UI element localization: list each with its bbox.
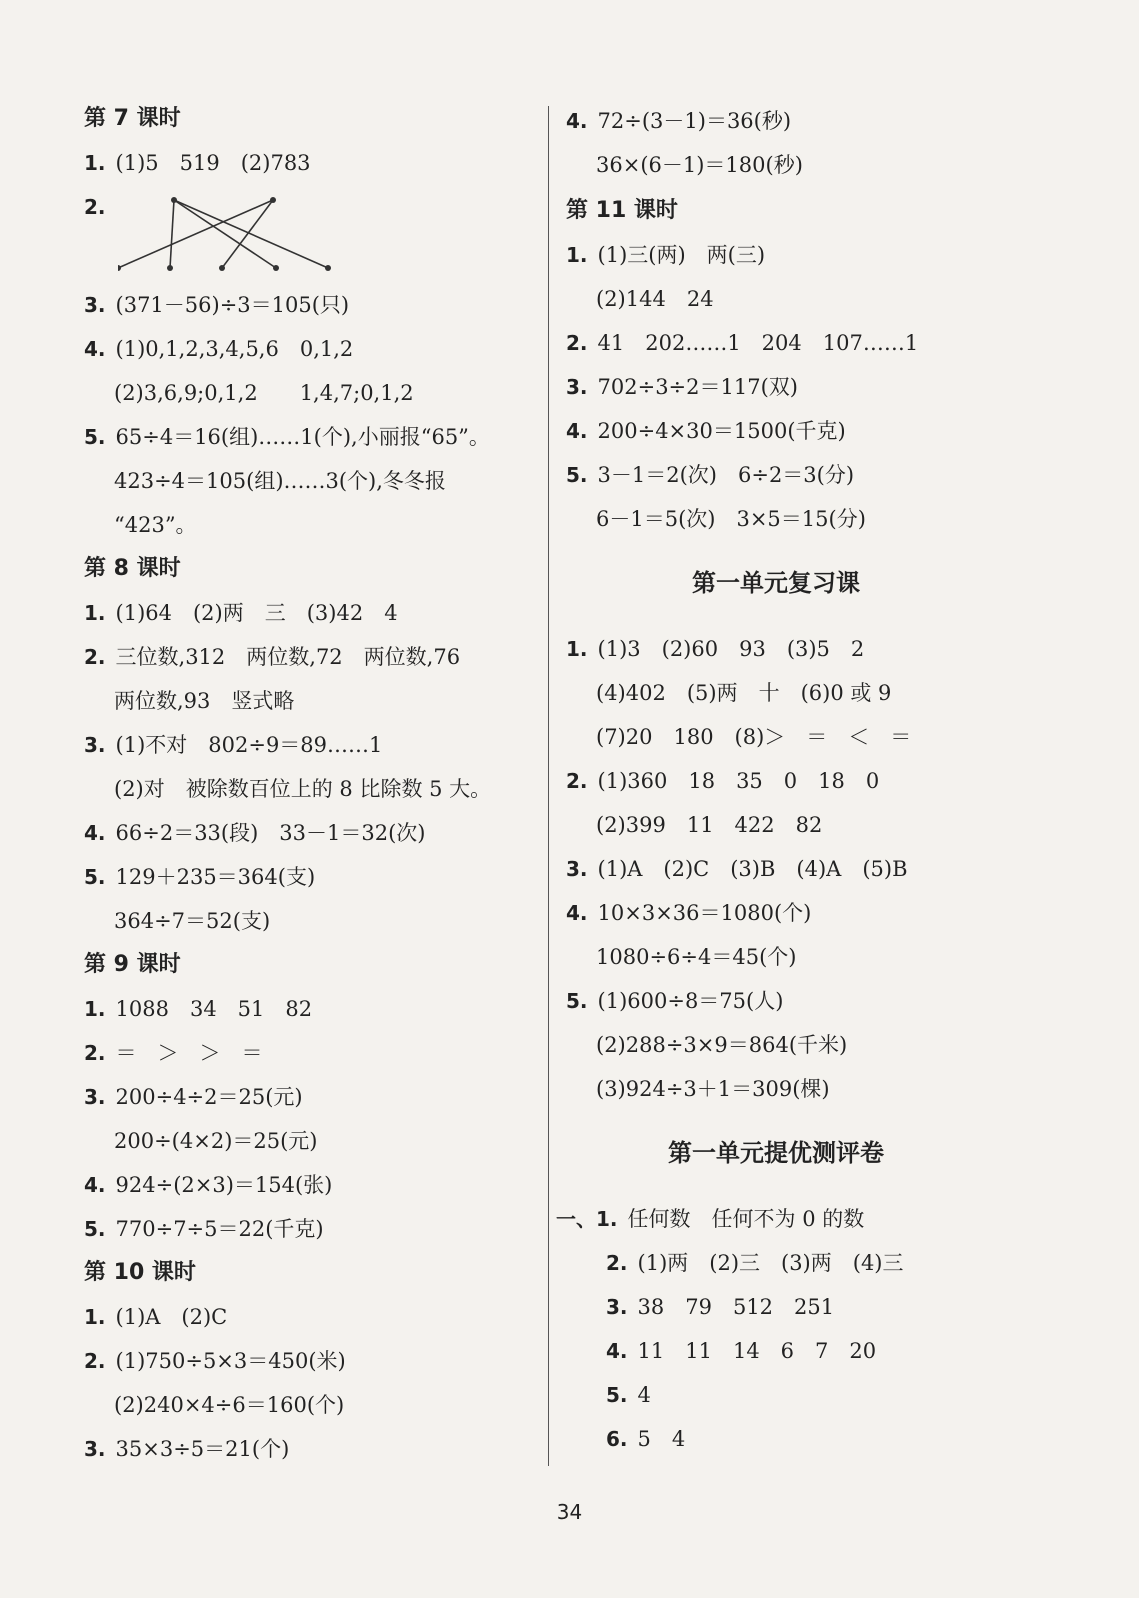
lesson-10-q4: 4. 72÷(3－1)＝36(秒) — [566, 109, 792, 133]
lesson-9-q1: 1. 1088 34 51 82 — [84, 997, 313, 1021]
lesson-11-q4: 4. 200÷4×30＝1500(千克) — [566, 419, 846, 443]
lesson-11-q5-line2: 6－1＝5(次) 3×5＝15(分) — [596, 507, 866, 531]
review-q2-line2: (2)399 11 422 82 — [596, 813, 823, 837]
test-q5: 5. 4 — [606, 1383, 651, 1407]
review-q5-line2: (2)288÷3×9＝864(千米) — [596, 1033, 848, 1057]
lesson-8-q3-line2: (2)对 被除数百位上的 8 比除数 5 大。 — [114, 777, 492, 801]
lesson-9-q3: 3. 200÷4÷2＝25(元) — [84, 1085, 303, 1109]
lesson-11-q5: 5. 3－1＝2(次) 6÷2＝3(分) — [566, 463, 855, 487]
test-q6: 6. 5 4 — [606, 1427, 686, 1451]
lesson-7-q1: 1. (1)5 519 (2)783 — [84, 151, 311, 175]
review-q4: 4. 10×3×36＝1080(个) — [566, 901, 812, 925]
lesson-7-q3: 3. (371－56)÷3＝105(只) — [84, 293, 350, 317]
match-dot-bottom-3 — [219, 265, 225, 271]
lesson-8-q5: 5. 129＋235＝364(支) — [84, 865, 316, 889]
lesson-11-q1-line2: (2)144 24 — [596, 287, 714, 311]
lesson-9-heading: 第 9 课时 — [84, 952, 181, 977]
lesson-9-q3-line2: 200÷(4×2)＝25(元) — [114, 1129, 318, 1153]
lesson-11-q2: 2. 41 202……1 204 107……1 — [566, 331, 919, 355]
lesson-8-q3: 3. (1)不对 802÷9＝89……1 — [84, 733, 383, 757]
lesson-9-q2: 2. ＝ ＞ ＞ ＝ — [84, 1041, 263, 1065]
match-dot-bottom-1 — [118, 265, 121, 271]
review-q1-line3: (7)20 180 (8)＞ ＝ ＜ ＝ — [596, 725, 912, 749]
lesson-7-q4-line2: (2)3,6,9;0,1,2 1,4,7;0,1,2 — [114, 381, 414, 405]
lesson-7-q4: 4. (1)0,1,2,3,4,5,6 0,1,2 — [84, 337, 354, 361]
lesson-10-q1: 1. (1)A (2)C — [84, 1305, 228, 1329]
lesson-9-q4: 4. 924÷(2×3)＝154(张) — [84, 1173, 333, 1197]
test-q2: 2. (1)两 (2)三 (3)两 (4)三 — [606, 1251, 904, 1275]
lesson-11-q3: 3. 702÷3÷2＝117(双) — [566, 375, 798, 399]
lesson-8-q2: 2. 三位数,312 两位数,72 两位数,76 — [84, 645, 461, 669]
match-dot-top-2 — [270, 197, 276, 203]
review-q3: 3. (1)A (2)C (3)B (4)A (5)B — [566, 857, 908, 881]
test-q4: 4. 11 11 14 6 7 20 — [606, 1339, 877, 1363]
lesson-8-heading: 第 8 课时 — [84, 556, 181, 581]
column-divider — [548, 106, 549, 1466]
unit-1-review-title: 第一单元复习课 — [692, 569, 860, 597]
match-dot-top-1 — [171, 197, 177, 203]
lesson-10-q2-line2: (2)240×4÷6＝160(个) — [114, 1393, 345, 1417]
lesson-7-heading: 第 7 课时 — [84, 106, 181, 131]
lesson-10-q3: 3. 35×3÷5＝21(个) — [84, 1437, 290, 1461]
review-q4-line2: 1080÷6÷4＝45(个) — [596, 945, 797, 969]
match-dot-bottom-2 — [167, 265, 173, 271]
lesson-7-q2: 2. — [84, 195, 106, 219]
matching-diagram — [118, 196, 348, 276]
test-q3: 3. 38 79 512 251 — [606, 1295, 835, 1319]
lesson-7-q5-line3: “423”。 — [114, 513, 197, 537]
lesson-7-q5-line2: 423÷4＝105(组)……3(个),冬冬报 — [114, 469, 446, 493]
match-dot-bottom-5 — [325, 265, 331, 271]
unit-1-test-title: 第一单元提优测评卷 — [668, 1139, 884, 1167]
test-section-1-q1: 一、1. 任何数 任何不为 0 的数 — [556, 1207, 865, 1231]
review-q1-line2: (4)402 (5)两 十 (6)0 或 9 — [596, 681, 892, 705]
review-q1: 1. (1)3 (2)60 93 (3)5 2 — [566, 637, 865, 661]
lesson-8-q1: 1. (1)64 (2)两 三 (3)42 4 — [84, 601, 398, 625]
lesson-10-q2: 2. (1)750÷5×3＝450(米) — [84, 1349, 346, 1373]
review-q2: 2. (1)360 18 35 0 18 0 — [566, 769, 880, 793]
lesson-7-q5: 5. 65÷4＝16(组)……1(个),小丽报“65”。 — [84, 425, 490, 449]
lesson-8-q5-line2: 364÷7＝52(支) — [114, 909, 271, 933]
lesson-11-heading: 第 11 课时 — [566, 198, 678, 223]
lesson-9-q5: 5. 770÷7÷5＝22(千克) — [84, 1217, 324, 1241]
review-q5-line3: (3)924÷3＋1＝309(棵) — [596, 1077, 830, 1101]
lesson-10-q4-line2: 36×(6－1)＝180(秒) — [596, 153, 803, 177]
lesson-11-q1: 1. (1)三(两) 两(三) — [566, 243, 766, 267]
page-number: 34 — [556, 1500, 583, 1524]
lesson-8-q4: 4. 66÷2＝33(段) 33－1＝32(次) — [84, 821, 426, 845]
lesson-10-heading: 第 10 课时 — [84, 1260, 196, 1285]
lesson-8-q2-line2: 两位数,93 竖式略 — [114, 689, 295, 713]
match-dot-bottom-4 — [273, 265, 279, 271]
review-q5: 5. (1)600÷8＝75(人) — [566, 989, 784, 1013]
